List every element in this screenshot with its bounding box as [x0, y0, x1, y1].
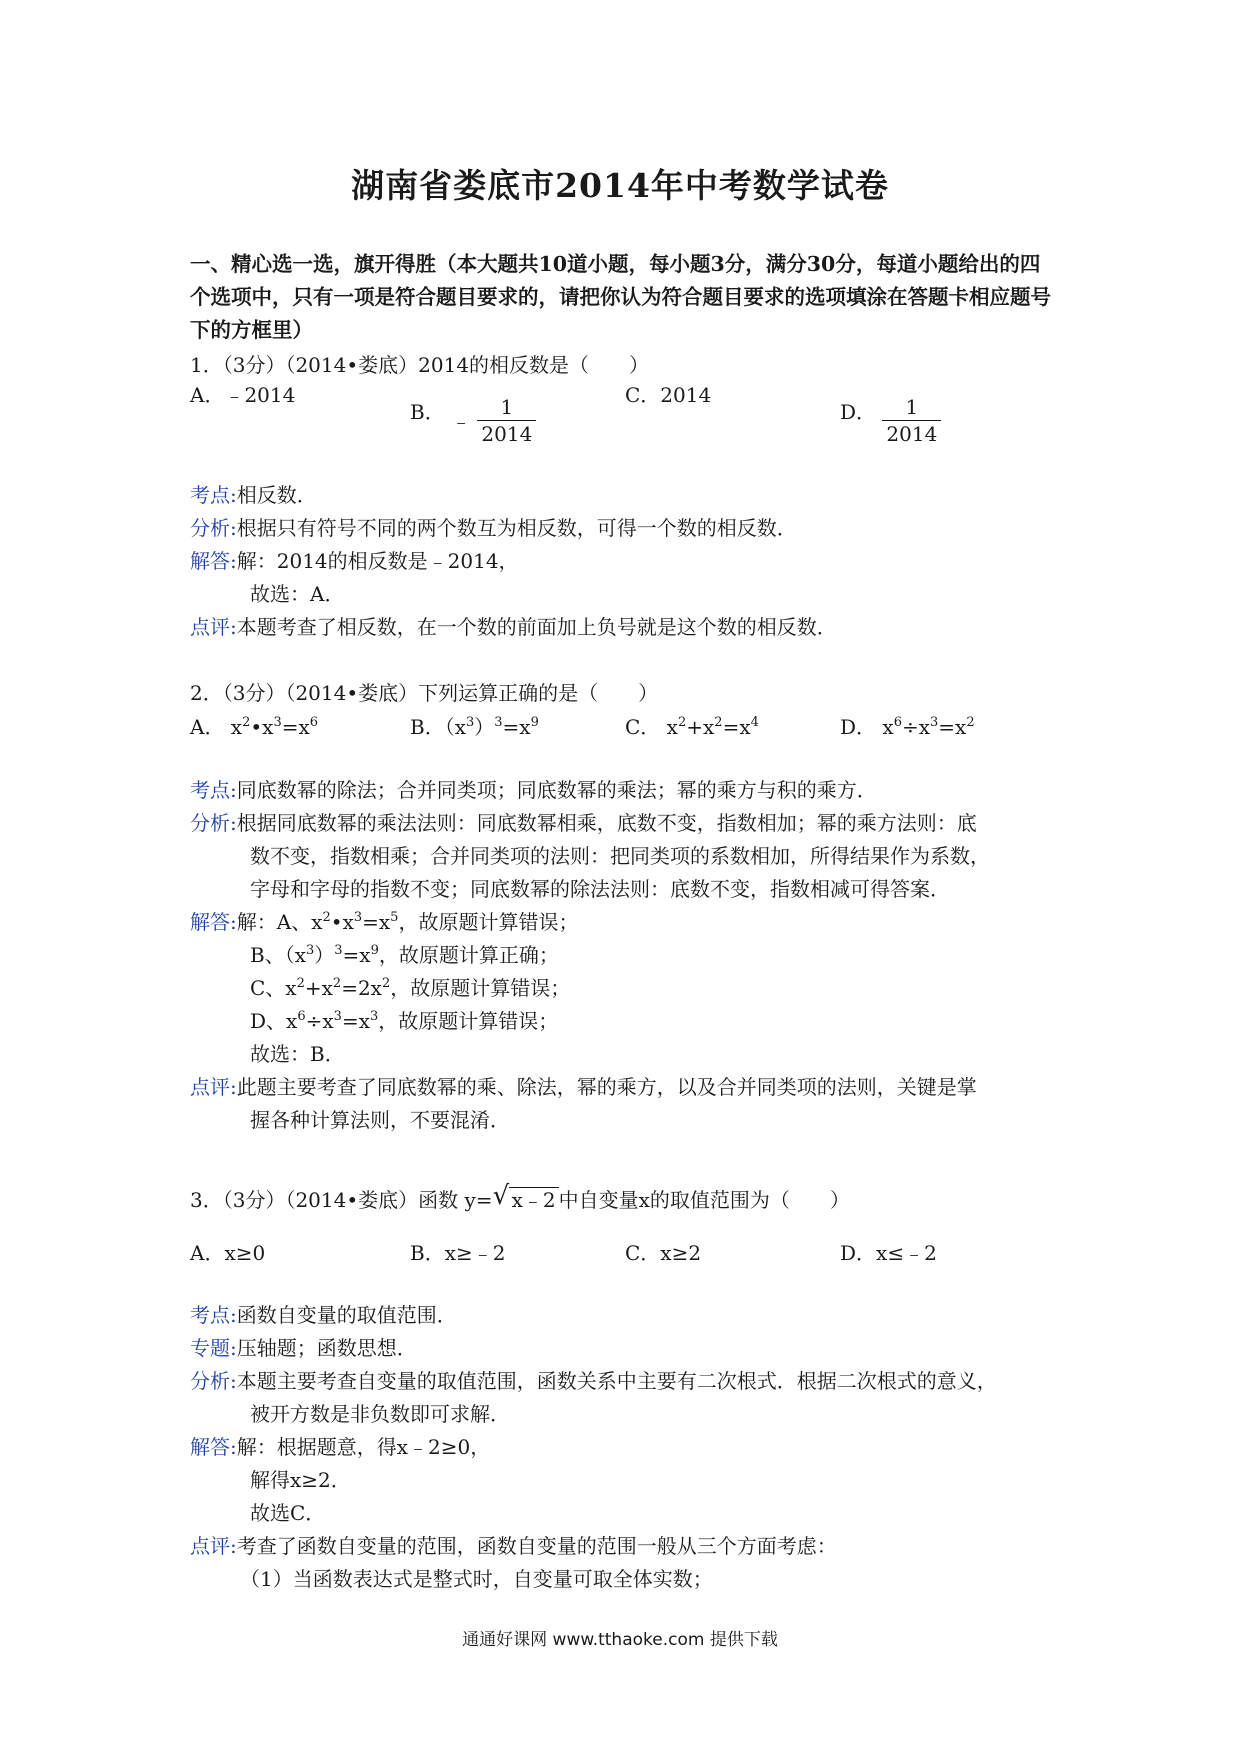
q3-zhuanti: [190, 1333, 1070, 1363]
q2-dianping: [190, 1072, 1070, 1102]
q1-option-d-fraction: [882, 394, 941, 447]
q3-dianping-text-2: （1）当函数表达式是整式时，自变量可取全体实数；: [240, 1567, 713, 1591]
q3-radical: [492, 1181, 559, 1215]
q2-option-c-label: C．: [625, 715, 661, 739]
q3-kaodian: [190, 1300, 1070, 1330]
q3-fenxi: [190, 1366, 1070, 1396]
q2-fenxi-text-2: 数不变，指数相乘；合并同类项的法则：把同类项的系数相加，所得结果作为系数，: [250, 844, 990, 868]
q1-option-b-denominator: 2014: [481, 422, 533, 446]
q2-jieda-end: 故选：B．: [250, 1042, 345, 1066]
jieda-label: 解答:: [190, 549, 237, 573]
q3-jieda: [190, 1432, 1070, 1462]
q1-option-d-label: D．: [840, 400, 877, 424]
sqrt-icon: √: [492, 1181, 510, 1211]
q1-jieda: [190, 546, 1070, 576]
q2-fenxi-text-3: 字母和字母的指数不变；同底数幂的除法法则：底数不变，指数相减可得答案．: [250, 877, 950, 901]
q2-option-d: D． $x^6\div x^3=x^2$: [840, 715, 975, 739]
q1-jieda-text-1: 解：2014的相反数是﹣2014，: [236, 549, 519, 573]
q1-fenxi-text: 根据只有符号不同的两个数互为相反数，可得一个数的相反数．: [236, 516, 797, 540]
dianping-label: 点评:: [190, 615, 237, 639]
q3-option-d: D．x≤﹣2: [840, 1241, 937, 1265]
q2-option-c: C． $x^2+x^2=x^4$: [625, 715, 759, 739]
q2-dianping-text-2: 握各种计算法则，不要混淆．: [250, 1108, 510, 1132]
q1-dianping-text: 本题考查了相反数，在一个数的前面加上负号就是这个数的相反数．: [236, 615, 837, 639]
question-2-stem: 2．（3分）（2014•娄底）下列运算正确的是（ ）: [190, 681, 659, 705]
jieda-label: 解答:: [190, 1435, 237, 1459]
page-footer: 通通好课网 www.tthaoke.com 提供下载: [462, 1630, 778, 1650]
q1-option-b: [410, 380, 536, 447]
q2-jieda-b: B、$(x^3)^3=x^9$，故原题计算正确；: [250, 943, 559, 967]
q1-option-d: [840, 380, 941, 447]
q2-jieda: 解答:解：A、$x^2•x^3=x^5$，故原题计算错误；: [190, 910, 579, 934]
q2-fenxi: [190, 808, 1070, 838]
q2-jieda-c: C、$x^2+x^2=2x^2$，故原题计算错误；: [250, 976, 571, 1000]
question-3-stem: [190, 1181, 1070, 1215]
q1-option-d-numerator: 1: [882, 394, 941, 421]
q3-option-c: C．x≥2: [625, 1241, 702, 1265]
q1-option-b-numerator: 1: [477, 394, 536, 421]
q1-option-b-label: B．: [410, 400, 445, 424]
q3-radicand: x﹣2: [509, 1187, 559, 1212]
kaodian-label: 考点:: [190, 483, 237, 507]
q1-jieda-text-2: 故选：A．: [250, 582, 345, 606]
dianping-label: 点评:: [190, 1534, 237, 1558]
q3-jieda-text-1: 解：根据题意，得x﹣2≥0，: [236, 1435, 491, 1459]
q3-jieda-text-3: 故选C．: [250, 1501, 326, 1525]
q3-stem-post: 中自变量x的取值范围为（ ）: [558, 1188, 850, 1212]
q1-option-a: A．﹣2014: [190, 383, 296, 407]
q2-dianping-text-1: 此题主要考查了同底数幂的乘、除法，幂的乘方，以及合并同类项的法则，关键是掌: [236, 1075, 977, 1099]
q1-kaodian: [190, 480, 1070, 510]
kaodian-label: 考点:: [190, 778, 237, 802]
q2-option-d-label: D．: [840, 715, 877, 739]
q3-option-b: B．x≥﹣2: [410, 1241, 506, 1265]
q1-dianping: [190, 612, 1070, 642]
jieda-label: 解答:: [190, 910, 237, 934]
q3-fenxi-text-2: 被开方数是非负数即可求解．: [250, 1402, 510, 1426]
q1-option-d-denominator: 2014: [886, 422, 938, 446]
kaodian-label: 考点:: [190, 1303, 237, 1327]
fenxi-label: 分析:: [190, 1369, 237, 1393]
q3-dianping-text-1: 考查了函数自变量的范围，函数自变量的范围一般从三个方面考虑：: [236, 1534, 837, 1558]
fenxi-label: 分析:: [190, 811, 237, 835]
q2-jieda-d: D、$x^6\div x^3=x^3$，故原题计算错误；: [250, 1009, 559, 1033]
q3-option-a: A．x≥0: [190, 1241, 266, 1265]
q2-fenxi-text-1: 根据同底数幂的乘法法则：同底数幂相乘，底数不变，指数相加；幂的乘方法则：底: [236, 811, 977, 835]
q2-option-b: B．$(x^3)^3=x^9$: [410, 715, 539, 739]
dianping-label: 点评:: [190, 1075, 237, 1099]
q2-option-a: A． $x^2•x^3=x^6$: [190, 715, 319, 739]
q3-zhuanti-text: 压轴题；函数思想．: [236, 1336, 417, 1360]
q3-fenxi-text-1: 本题主要考查自变量的取值范围，函数关系中主要有二次根式．根据二次根式的意义，: [236, 1369, 997, 1393]
question-1-stem: 1．（3分）（2014•娄底）2014的相反数是（ ）: [190, 353, 650, 377]
q1-fenxi: [190, 513, 1070, 543]
section-heading: 一、精心选一选，旗开得胜（本大题共10道小题，每小题3分，满分30分，每道小题给出的四个选项中，只有一项是符合题目要求的，请把你认为符合题目要求的选项填涂在答题卡相应题号下的方框里）: [190, 252, 1051, 342]
q2-kaodian-text: 同底数幂的除法；合并同类项；同底数幂的乘法；幂的乘方与积的乘方．: [236, 778, 877, 802]
fenxi-label: 分析:: [190, 516, 237, 540]
q3-jieda-text-2: 解得x≥2．: [250, 1468, 351, 1492]
q2-option-b-label: B．: [410, 715, 445, 739]
q3-kaodian-text: 函数自变量的取值范围．: [236, 1303, 457, 1327]
q1-kaodian-text: 相反数．: [236, 483, 317, 507]
q3-stem-pre: 3．（3分）（2014•娄底）函数 y=: [190, 1188, 493, 1212]
q1-option-b-sign: ﹣: [451, 408, 472, 433]
q3-dianping: [190, 1531, 1070, 1561]
page-title: 湖南省娄底市2014年中考数学试卷: [351, 166, 889, 205]
zhuanti-label: 专题:: [190, 1336, 237, 1360]
q1-option-b-fraction: [477, 394, 536, 447]
q2-kaodian: [190, 775, 1070, 805]
q2-option-a-label: A．: [190, 715, 225, 739]
q1-option-c: C．2014: [625, 383, 712, 407]
